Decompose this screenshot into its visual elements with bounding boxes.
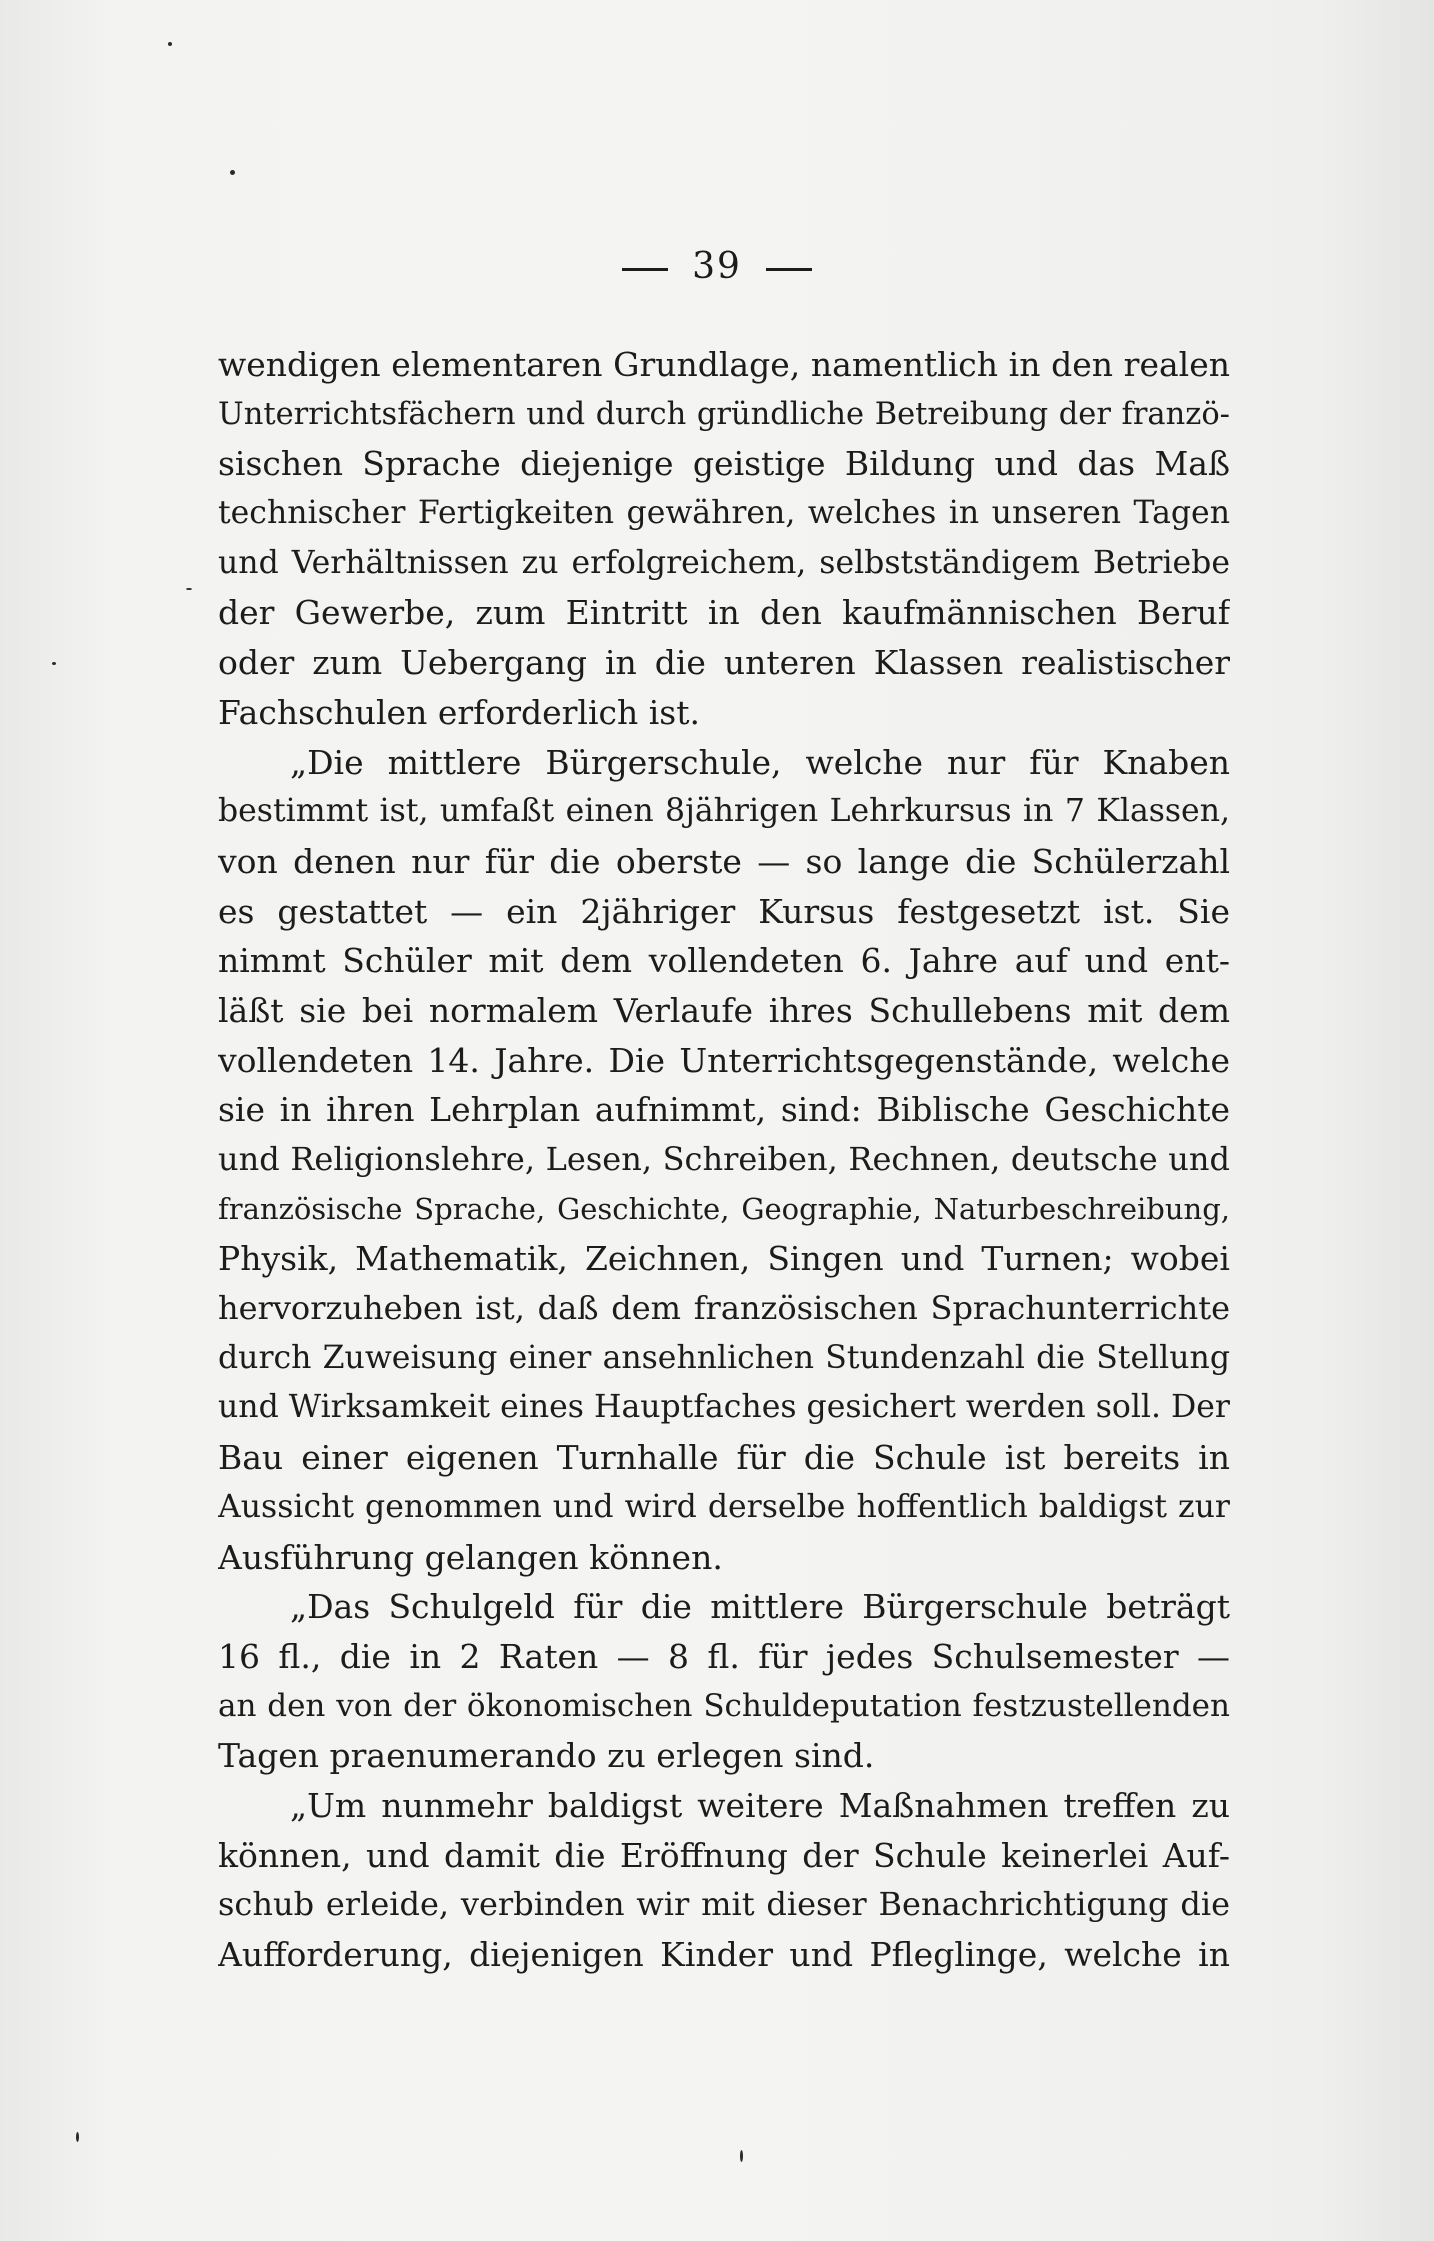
paragraph xyxy=(218,1781,1230,1980)
text-line: läßt sie bei normalem Verlaufe ihres Schullebens mit dem xyxy=(218,990,1230,1030)
print-speck xyxy=(52,662,56,665)
paragraph xyxy=(218,738,1230,1583)
text-line: es gestattet — ein 2jähriger Kursus festgesetzt ist. Sie xyxy=(218,891,1230,931)
text-line: „Die mittlere Bürgerschule, welche nur für Knaben xyxy=(290,742,1230,782)
header-dash-right xyxy=(766,268,812,271)
text-line: Physik, Mathematik, Zeichnen, Singen und Turnen; wobei xyxy=(218,1239,1230,1279)
text-line: sischen Sprache diejenige geistige Bildung und das Maß xyxy=(218,444,1230,484)
text-line: technischer Fertigkeiten gewähren, welches in unseren Tagen xyxy=(218,495,1230,532)
text-line: „Um nunmehr baldigst weitere Maßnahmen treffen zu xyxy=(290,1785,1230,1825)
text-line: Tagen praenumerando zu erlegen sind. xyxy=(218,1736,875,1776)
text-line: vollendeten 14. Jahre. Die Unterrichtsgegenstände, welche xyxy=(218,1040,1230,1080)
text-line: französische Sprache, Geschichte, Geographie, Naturbeschreibung, xyxy=(218,1191,1230,1226)
text-line: können, und damit die Eröffnung der Schule keinerlei Auf- xyxy=(218,1835,1230,1875)
text-line: „Das Schulgeld für die mittlere Bürgerschule beträgt xyxy=(290,1587,1230,1627)
text-line: 16 fl., die in 2 Raten — 8 fl. für jedes Schulsemester — xyxy=(218,1636,1230,1676)
body-text xyxy=(218,340,1230,1980)
text-line: Fachschulen erforderlich ist. xyxy=(218,692,700,732)
text-line: Bau einer eigenen Turnhalle für die Schule ist bereits in xyxy=(218,1438,1230,1478)
page-number: 39 xyxy=(692,246,742,287)
print-speck xyxy=(230,170,235,175)
text-line: durch Zuweisung einer ansehnlichen Stundenzahl die Stellung xyxy=(218,1339,1230,1376)
text-line: oder zum Uebergang in die unteren Klassen realistischer xyxy=(218,643,1230,683)
text-line: an den von der ökonomischen Schuldeputation festzustellenden xyxy=(218,1687,1230,1724)
header-dash-left xyxy=(622,268,668,271)
text-line: wendigen elementaren Grundlage, namentlich in den realen xyxy=(218,345,1230,384)
text-line: sie in ihren Lehrplan aufnimmt, sind: Biblische Geschichte xyxy=(218,1090,1230,1130)
paragraph xyxy=(218,1582,1230,1781)
text-line: und Religionslehre, Lesen, Schreiben, Rechnen, deutsche und xyxy=(218,1140,1230,1178)
print-speck xyxy=(76,2132,79,2142)
text-line: schub erleide, verbinden wir mit dieser Benachrichtigung die xyxy=(218,1885,1230,1924)
paragraph xyxy=(218,340,1230,738)
text-line: der Gewerbe, zum Eintritt in den kaufmännischen Beruf xyxy=(218,593,1230,633)
print-speck xyxy=(186,588,192,590)
text-line: Unterrichtsfächern und durch gründliche Betreibung der franzö- xyxy=(218,396,1230,432)
text-line: von denen nur für die oberste — so lange die Schülerzahl xyxy=(218,841,1230,881)
print-speck xyxy=(740,2150,743,2162)
text-line: Aussicht genommen und wird derselbe hoffentlich baldigst zur xyxy=(218,1488,1230,1525)
text-line: und Verhältnissen zu erfolgreichem, selbstständigem Betriebe xyxy=(218,544,1230,581)
text-line: Ausführung gelangen können. xyxy=(218,1537,723,1577)
text-line: bestimmt ist, umfaßt einen 8jährigen Lehrkursus in 7 Klassen, xyxy=(218,793,1230,830)
text-line: Aufforderung, diejenigen Kinder und Pfleglinge, welche in xyxy=(218,1935,1230,1974)
print-speck xyxy=(168,42,172,46)
text-line: hervorzuheben ist, daß dem französischen Sprachunterrichte xyxy=(218,1289,1230,1328)
text-line: nimmt Schüler mit dem vollendeten 6. Jahre auf und ent- xyxy=(218,941,1230,981)
page-header xyxy=(0,246,1434,287)
text-line: und Wirksamkeit eines Hauptfaches gesichert werden soll. Der xyxy=(218,1389,1230,1426)
